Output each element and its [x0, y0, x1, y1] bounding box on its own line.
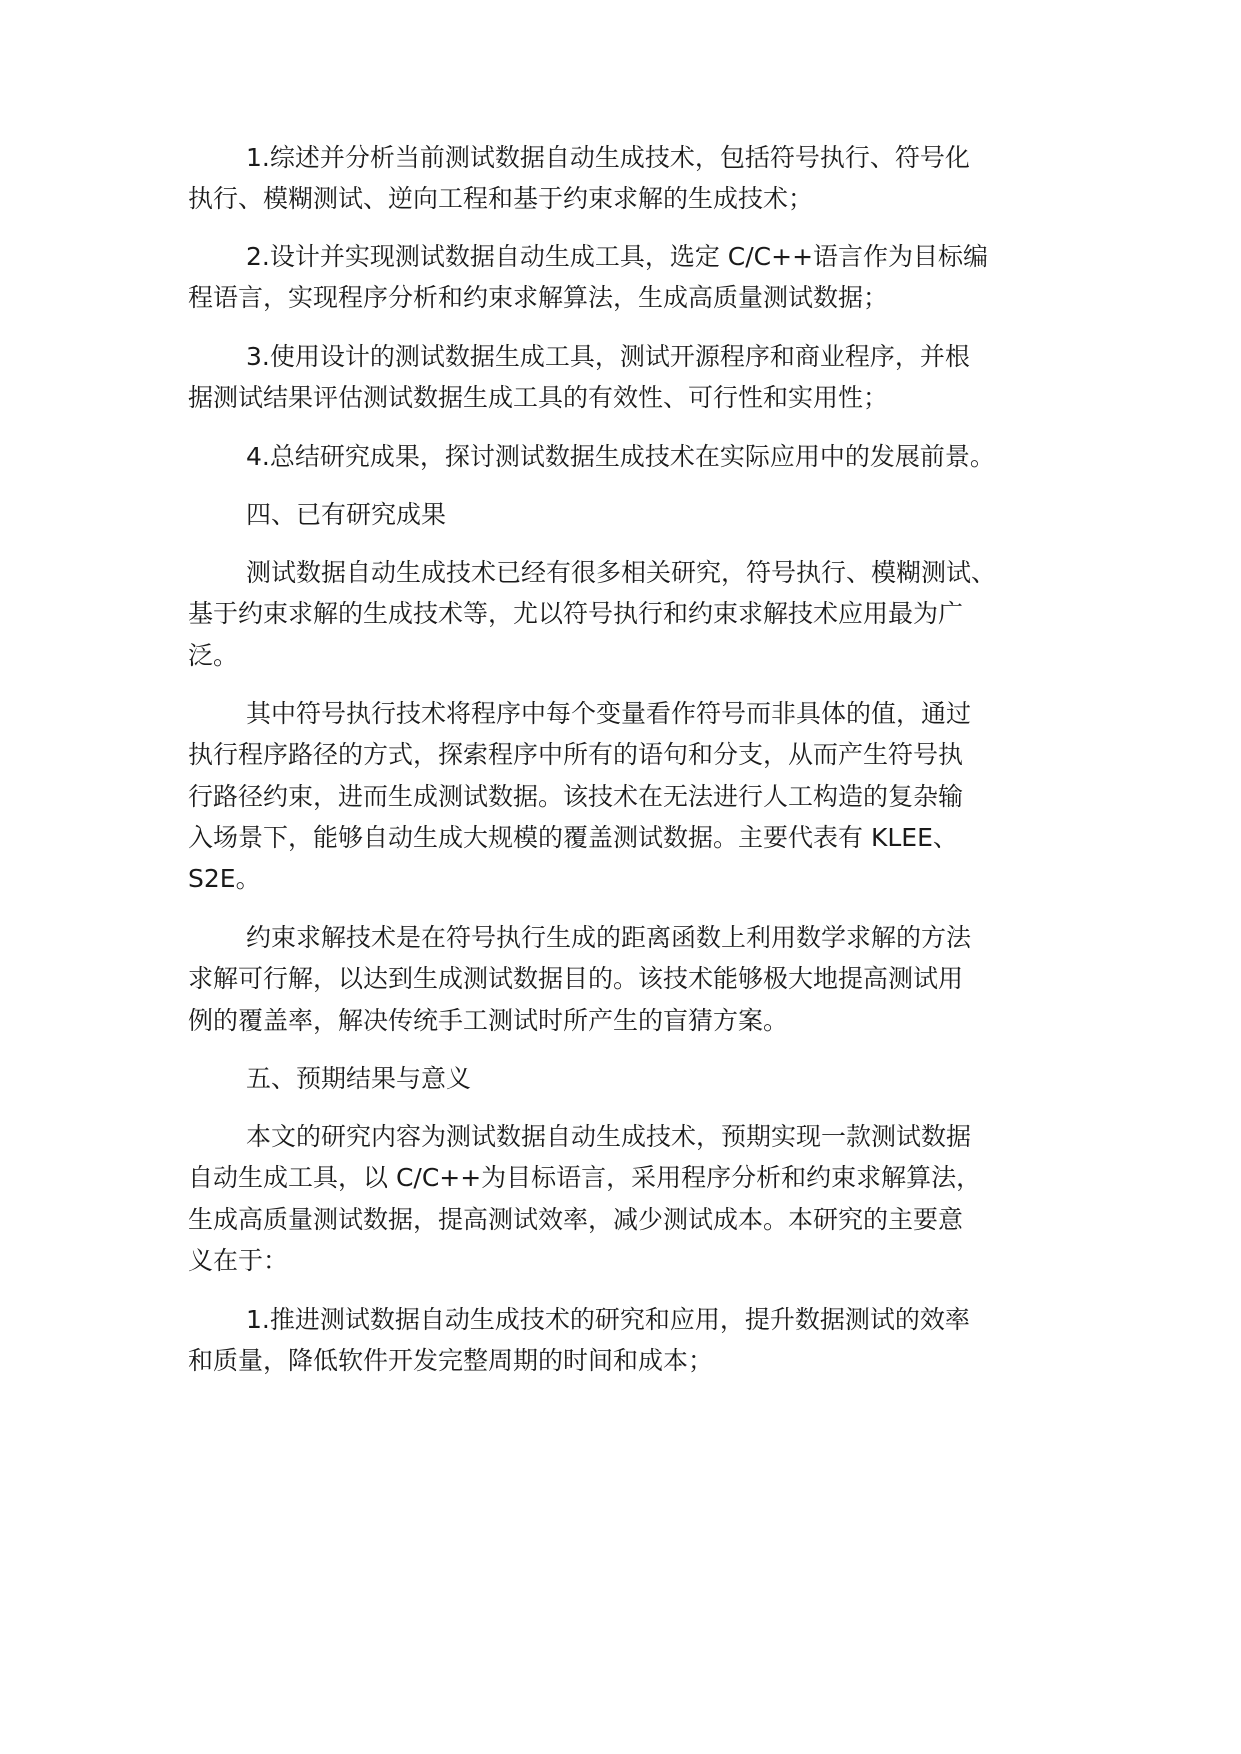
text-line: 1.综述并分析当前测试数据自动生成技术，包括符号执行、符号化 — [246, 143, 970, 172]
text-line: S2E。 — [188, 864, 261, 893]
text-line: 测试数据自动生成技术已经有很多相关研究，符号执行、模糊测试、 — [246, 558, 997, 587]
text-line: 执行程序路径的方式，探索程序中所有的语句和分支，从而产生符号执 — [188, 740, 964, 769]
text-line: 本文的研究内容为测试数据自动生成技术，预期实现一款测试数据 — [246, 1122, 972, 1151]
text-line: 入场景下，能够自动生成大规模的覆盖测试数据。主要代表有 KLEE、 — [188, 823, 958, 852]
text-line: 泛。 — [188, 641, 239, 670]
text-line: 4.总结研究成果，探讨测试数据生成技术在实际应用中的发展前景。 — [246, 442, 995, 471]
section-5-heading: 五、预期结果与意义 — [246, 1064, 472, 1093]
text-line: 据测试结果评估测试数据生成工具的有效性、可行性和实用性； — [188, 383, 889, 412]
text-line: 求解可行解，以达到生成测试数据目的。该技术能够极大地提高测试用 — [188, 964, 964, 993]
text-line: 行路径约束，进而生成测试数据。该技术在无法进行人工构造的复杂输 — [188, 782, 964, 811]
text-line: 执行、模糊测试、逆向工程和基于约束求解的生成技术； — [188, 184, 814, 213]
text-line: 例的覆盖率，解决传统手工测试时所产生的盲猜方案。 — [188, 1006, 789, 1035]
section-4-heading: 四、已有研究成果 — [246, 500, 447, 529]
text-line: 和质量，降低软件开发完整周期的时间和成本； — [188, 1346, 714, 1375]
text-line: 基于约束求解的生成技术等，尤以符号执行和约束求解技术应用最为广 — [188, 599, 964, 628]
text-line: 自动生成工具，以 C/C++为目标语言，采用程序分析和约束求解算法， — [188, 1163, 982, 1192]
text-line: 程语言，实现程序分析和约束求解算法，生成高质量测试数据； — [188, 283, 889, 312]
text-line: 2.设计并实现测试数据自动生成工具，选定 C/C++语言作为目标编 — [246, 242, 989, 271]
text-line: 义在于： — [188, 1246, 289, 1275]
text-line: 其中符号执行技术将程序中每个变量看作符号而非具体的值，通过 — [246, 699, 972, 728]
text-line: 3.使用设计的测试数据生成工具，测试开源程序和商业程序，并根 — [246, 342, 970, 371]
text-line: 约束求解技术是在符号执行生成的距离函数上利用数学求解的方法 — [246, 923, 972, 952]
text-line: 1.推进测试数据自动生成技术的研究和应用，提升数据测试的效率 — [246, 1305, 970, 1334]
text-line: 生成高质量测试数据，提高测试效率，减少测试成本。本研究的主要意 — [188, 1205, 964, 1234]
